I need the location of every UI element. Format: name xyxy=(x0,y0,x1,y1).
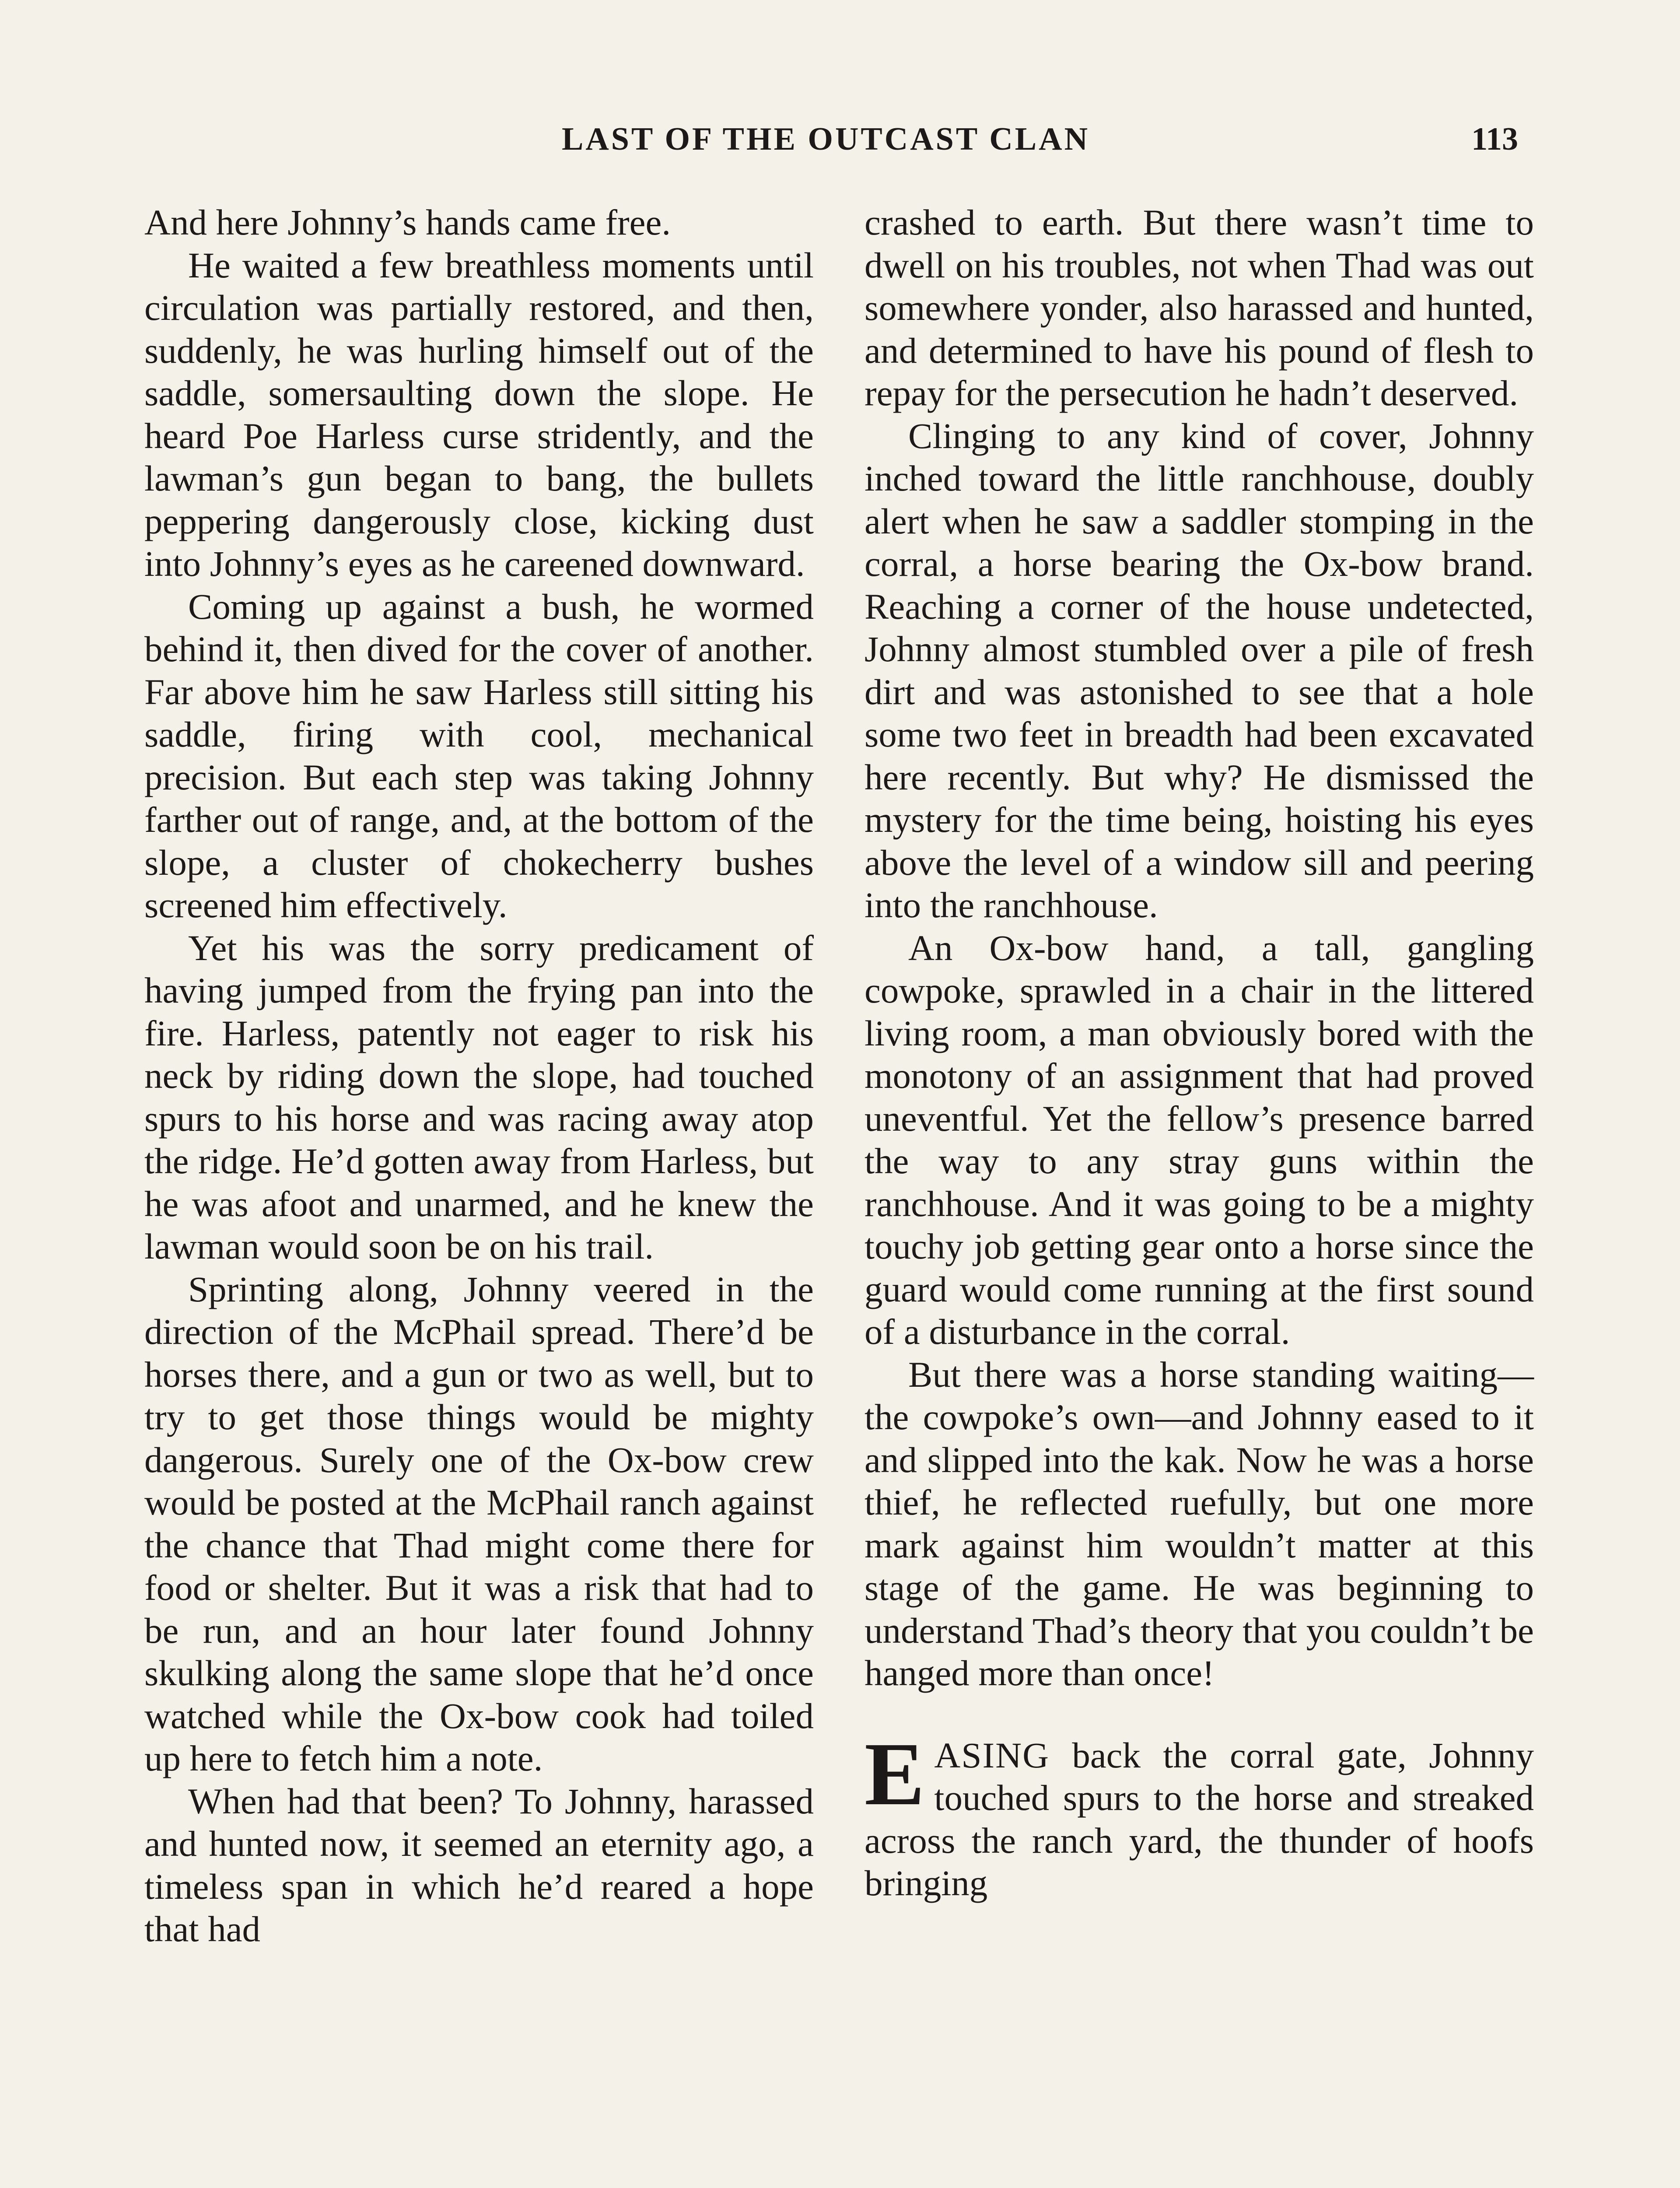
paragraph: Sprinting along, Johnny veered in the direction of the McPhail spread. There’d be horses there, and a gun or two as well, but to try to get those things would be mighty dangerous. Surely one of the Ox-bow crew would be posted at the McPhail ranch against the chance that Thad might come there for food or shelter. But it was a risk that had to be run, and an hour later found Johnny skulking along the same slope that he’d once watched while the Ox-bow cook had toiled up here to fetch him a note. xyxy=(144,1269,814,1778)
running-title: LAST OF THE OUTCAST CLAN xyxy=(562,121,1090,157)
paragraph: Coming up against a bush, he wormed behind it, then dived for the cover of another. Far above him he saw Harless still sitting his saddle, firing with cool, mechanical precision. But each step was taking Johnny farther out of range, and, at the bottom of the slope, a cluster of chokecherry bushes screened him effectively. xyxy=(144,586,814,925)
paragraph: And here Johnny’s hands came free. xyxy=(144,202,671,242)
section-opening-paragraph xyxy=(864,1723,1534,1905)
paragraph: He waited a few breathless moments until circulation was partially restored, and then, suddenly, he was hurling himself out of the saddle, somersaulting down the slope. He heard Poe Harless curse stridently, and the lawman’s gun began to bang, the bullets peppering dangerously close, kicking dust into Johnny’s eyes as he careened downward. xyxy=(144,245,814,584)
section-opening-text: back the corral gate, Johnny touched spurs to the horse and streaked across the ranch yard, the thunder of hoofs bringing xyxy=(864,1735,1534,1903)
paragraph: Clinging to any kind of cover, Johnny inched toward the little ranchhouse, doubly alert when he saw a saddler stomping in the corral, a horse bearing the Ox-bow brand. Reaching a corner of the house undetected, Johnny almost stumbled over a pile of fresh dirt and was astonished to see that a hole some two feet in breadth had been excavated here recently. But why? He dismissed the mystery for the time being, hoisting his eyes above the level of a window sill and peering into the ranchhouse. xyxy=(864,415,1534,925)
paragraph: crashed to earth. But there wasn’t time to dwell on his troubles, not when Thad was out somewhere yonder, also harassed and hunted, and determined to have his pound of flesh to repay for the persecution he hadn’t deserved. xyxy=(864,202,1534,413)
paragraph: An Ox-bow hand, a tall, gangling cowpoke, sprawled in a chair in the littered living room, a man obviously bored with the monotony of an assignment that had proved uneventful. Yet the fellow’s presence barred the way to any stray guns within the ranchhouse. And it was going to be a mighty touchy job getting gear onto a horse since the guard would come running at the first sound of a disturbance in the corral. xyxy=(864,927,1534,1352)
paragraph: Yet his was the sorry predicament of having jumped from the frying pan into the fire. Harless, patently not eager to risk his neck by riding down the slope, had touched spurs to his horse and was racing away atop the ridge. He’d gotten away from Harless, but he was afoot and unarmed, and he knew the lawman would soon be on his trail. xyxy=(144,927,814,1266)
drop-cap: E xyxy=(864,1723,925,1824)
paragraph: When had that been? To Johnny, harassed and hunted now, it seemed an eternity ago, a timeless span in which he’d reared a hope that had xyxy=(144,1781,814,1949)
lead-caps: ASING xyxy=(934,1735,1050,1775)
paragraph: But there was a horse standing waiting—the cowpoke’s own—and Johnny eased to it and slipped into the kak. Now he was a horse thief, he reflected ruefully, but one more mark against him wouldn’t matter at this stage of the game. He was beginning to understand Thad’s theory that you couldn’t be hanged more than once! xyxy=(864,1354,1534,1693)
left-column xyxy=(144,201,814,1951)
page-number: 113 xyxy=(1471,121,1518,157)
right-column xyxy=(864,201,1534,1905)
running-head xyxy=(562,117,1518,161)
